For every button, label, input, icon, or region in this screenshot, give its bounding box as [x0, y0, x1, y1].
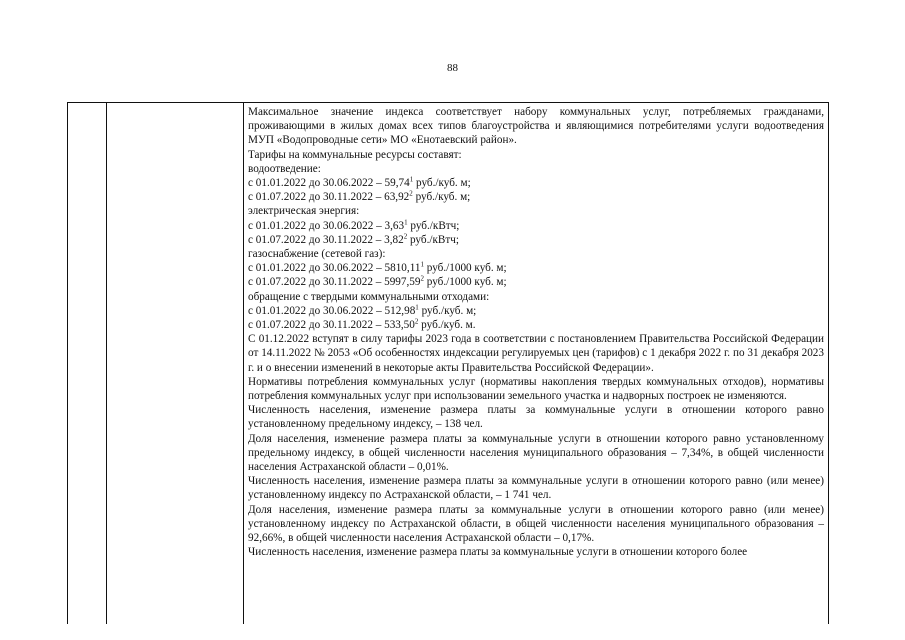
paragraph-text: с 01.01.2022 до 30.06.2022 – 3,63: [248, 219, 405, 232]
paragraph-suffix: руб./кВтч;: [407, 219, 460, 232]
footnote-marker: 2: [420, 274, 424, 283]
paragraph: [248, 261, 824, 275]
paragraph: [248, 247, 824, 261]
paragraph-text: Численность населения, изменение размера платы за коммунальные услуги в отношении которого равно (или менее) установленному индексу по Астраханской области, – 1 741 чел.: [248, 475, 824, 502]
paragraph: [248, 290, 824, 304]
paragraph-suffix: руб./куб. м;: [413, 177, 471, 190]
paragraph-text: с 01.07.2022 до 30.11.2022 – 3,82: [248, 233, 404, 246]
paragraph: [248, 219, 824, 233]
paragraph-text: электрическая энергия:: [248, 205, 360, 218]
paragraph-suffix: руб./1000 куб. м;: [423, 276, 507, 289]
paragraph: [248, 190, 824, 204]
paragraph-text: с 01.01.2022 до 30.06.2022 – 5810,11: [248, 262, 421, 275]
paragraph-text: Доля населения, изменение размера платы за коммунальные услуги в отношении которого равно установленному предельному индексу, в общей численности населения муниципального образования – 7,34%, в общей численности населения Астраханской области – 0,01%.: [248, 432, 824, 474]
table-column-name: [107, 103, 244, 624]
footnote-marker: 2: [414, 317, 419, 326]
paragraph-text: с 01.07.2022 до 30.11.2022 – 533,50: [248, 319, 415, 332]
paragraph-text: Численность населения, изменение размера платы за коммунальные услуги в отношении которого равно установленному предельному индексу, – 138 чел.: [248, 404, 824, 431]
paragraph: [248, 318, 824, 332]
document-table: [67, 102, 829, 624]
paragraph: [248, 545, 824, 559]
paragraph-text: Нормативы потребления коммунальных услуг (нормативы накопления твердых коммунальных отходов), нормативы потребления коммунальных услуг при использовании земельного участка и надворных построек не изменяются.: [248, 375, 824, 403]
footnote-marker: 2: [403, 232, 408, 241]
paragraph: [248, 148, 824, 162]
paragraph: [248, 474, 824, 502]
paragraph-text: Максимальное значение индекса соответствует набору коммунальных услуг, потребляемых гражданами, проживающими в жилых домах всех типов благоустройства и являющимися потребителями услуги водоотведения МУП «Водопроводные сети» МО «Енотаевский район».: [248, 106, 824, 147]
paragraph: [248, 105, 824, 148]
paragraph: [248, 204, 824, 218]
paragraph: [248, 176, 824, 190]
paragraph: [248, 375, 824, 403]
footnote-marker: 1: [415, 303, 419, 312]
footnote-marker: 1: [409, 175, 414, 184]
footnote-marker: 2: [409, 189, 413, 198]
paragraph-text: обращение с твердыми коммунальными отходами:: [248, 290, 490, 303]
paragraph-text: водоотведение:: [248, 162, 321, 175]
paragraph-text: с 01.01.2022 до 30.06.2022 – 59,74: [248, 177, 410, 190]
paragraph: [248, 432, 824, 475]
table-column-number: [68, 103, 107, 624]
paragraph-text: с 01.01.2022 до 30.06.2022 – 512,98: [248, 304, 416, 317]
footnote-marker: 1: [420, 260, 424, 269]
paragraph-text: с 01.07.2022 до 30.11.2022 – 63,92: [248, 191, 410, 204]
paragraph: [248, 304, 824, 318]
paragraph-text: Доля населения, изменение размера платы за коммунальные услуги в отношении которого равно (или менее) установленному индексу по Астраханской области, в общей численности населения муниципального образования – 92,66%, в общей численности населения Астраханской области – 0,17%.: [248, 503, 824, 545]
paragraph: [248, 332, 824, 375]
paragraph: [248, 275, 824, 289]
paragraph: [248, 233, 824, 247]
page-number: 88: [447, 62, 458, 74]
table-column-description: [244, 103, 828, 624]
paragraph-suffix: руб./куб. м.: [418, 319, 476, 332]
paragraph-suffix: руб./кВтч;: [407, 233, 459, 246]
paragraph-text: Численность населения, изменение размера платы за коммунальные услуги в отношении которого более: [248, 546, 748, 559]
paragraph-suffix: руб./куб. м;: [418, 304, 477, 317]
paragraph-text: газоснабжение (сетевой газ):: [248, 248, 386, 261]
paragraph-text: с 01.07.2022 до 30.11.2022 – 5997,59: [248, 276, 421, 289]
paragraph: [248, 162, 824, 176]
paragraph-text: С 01.12.2022 вступят в силу тарифы 2023 года в соответствии с постановлением Правительства Российской Федерации от 14.11.2022 № 2053 «Об особенностях индексации регулируемых цен (тарифов) с 1 декабря 2022 г. по 31 декабря 2023 г. и о внесении изменений в некоторые акты Правительства Российской Федерации».: [248, 333, 824, 374]
paragraph: [248, 503, 824, 546]
paragraph-suffix: руб./куб. м;: [412, 191, 471, 204]
footnote-marker: 1: [404, 217, 408, 226]
paragraph-suffix: руб./1000 куб. м;: [423, 262, 507, 275]
paragraph-text: Тарифы на коммунальные ресурсы составят:: [248, 148, 462, 161]
paragraph: [248, 403, 824, 431]
